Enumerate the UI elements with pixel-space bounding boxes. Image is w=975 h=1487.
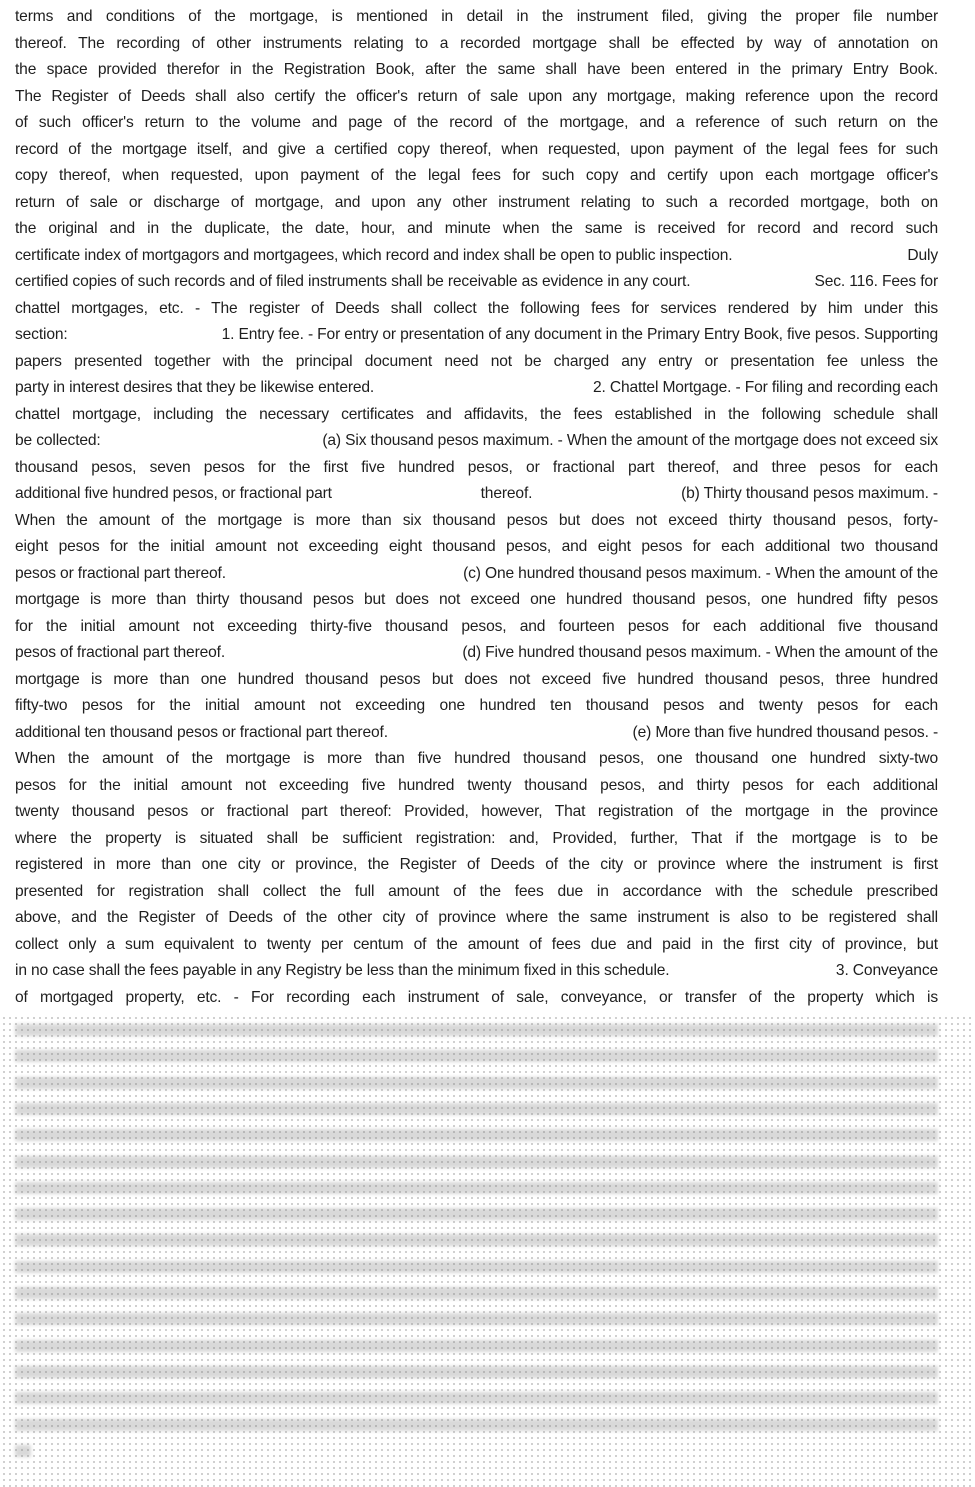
text-line [15,640,938,667]
text-line: fifty-two pesos for the initial amount not exceeding one hundred ten thousand pesos and twenty pesos for each [15,697,938,714]
obscured-text-line [15,1234,938,1246]
text-line: When the amount of the mortgage is more than six thousand pesos but does not exceed thirty thousand pesos, forty- [15,511,938,529]
text-segment: in no case shall the fees payable in any Registry be less than the minimum fixed in this schedule. [15,962,670,979]
text-line: of such officer's return to the volume and page of the record of the mortgage, and a reference of such return on the [15,114,938,131]
text-line: papers presented together with the principal document need not be charged any entry or presentation fee unless the [15,352,938,370]
text-line: thereof. The recording of other instruments relating to a recorded mortgage shall be effected by way of annotation on [15,34,938,52]
text-line [15,322,938,349]
text-line [15,243,938,270]
obscured-text-line [15,1313,938,1325]
obscured-text-line [15,1024,938,1036]
text-segment: Duly [907,246,938,264]
text-line [15,269,938,296]
text-segment: party in interest desires that they be likewise entered. [15,379,375,396]
obscured-text-line [15,1182,938,1194]
text-line: return of sale or discharge of mortgage, and upon any other instrument relating to such a recorded mortgage, both on [15,193,938,211]
obscured-text-line [15,1208,938,1220]
text-segment: pesos or fractional part thereof. [15,564,226,582]
text-segment: (b) Thirty thousand pesos maximum. - [681,485,938,502]
text-segment: section: [15,326,68,343]
text-line: collect only a sum equivalent to twenty per centum of the amount of fees due and paid in the first city of province, but [15,935,938,953]
text-line: the original and in the duplicate, the date, hour, and minute when the same is received for record and record such [15,220,938,237]
text-line: chattel mortgages, etc. - The register of Deeds shall collect the following fees for services rendered by him under this [15,299,938,317]
text-line: eight pesos for the initial amount not exceeding eight thousand pesos, and eight pesos for each additional two thousand [15,538,938,555]
obscured-text-line [15,1129,938,1141]
text-line: record of the mortgage itself, and give a certified copy thereof, when requested, upon payment of the legal fees for such [15,140,938,158]
text-line: where the property is situated shall be sufficient registration: and, Provided, further, That if the mortgage is to be [15,829,938,847]
text-line: above, and the Register of Deeds of the other city of province where the same instrument is also to be registered shall [15,909,938,926]
document-body [15,4,938,1012]
text-line [15,561,938,588]
text-line: the space provided therefor in the Registration Book, after the same shall have been entered in the primary Entry Book. [15,61,938,78]
text-segment: be collected: [15,432,101,449]
obscured-text-line [15,1366,938,1378]
text-segment: certificate index of mortgagors and mortgagees, which record and index shall be open to public inspection. [15,246,733,264]
text-line [15,720,938,747]
redacted-region [0,1014,975,1487]
obscured-text-line [15,1050,938,1062]
text-line: chattel mortgage, including the necessary certificates and affidavits, the fees established in the following schedule shall [15,405,938,423]
text-segment: 1. Entry fee. - For entry or presentation of any document in the Primary Entry Book, five pesos. Supporting [221,326,938,343]
text-segment: 2. Chattel Mortgage. - For filing and recording each [593,379,938,396]
text-line: of mortgaged property, etc. - For recording each instrument of sale, conveyance, or transfer of the property which is [15,988,938,1006]
text-line [15,428,938,455]
text-line: twenty thousand pesos or fractional part thereof: Provided, however, That registration of the mortgage in the province [15,803,938,820]
text-line: When the amount of the mortgage is more than five hundred thousand pesos, one thousand one hundred sixty-two [15,750,938,767]
text-segment: additional ten thousand pesos or fractional part thereof. [15,723,388,741]
text-line: terms and conditions of the mortgage, is mentioned in detail in the instrument filed, giving the proper file number [15,8,938,25]
text-segment: (d) Five hundred thousand pesos maximum. - When the amount of the [462,644,938,661]
text-line: The Register of Deeds shall also certify the officer's return of sale upon any mortgage, making reference upon the record [15,87,938,105]
text-line [15,481,938,508]
text-line: for the initial amount not exceeding thirty-five thousand pesos, and fourteen pesos for each additional five thousand [15,617,938,635]
text-line [15,958,938,985]
obscured-text-line [15,1156,938,1168]
obscured-text-line [15,1261,938,1273]
text-line: mortgage is more than thirty thousand pesos but does not exceed one hundred thousand pesos, one hundred fifty pesos [15,591,938,608]
text-segment: certified copies of such records and of filed instruments shall be receivable as evidence in any court. [15,273,691,290]
obscured-text-line [15,1287,938,1299]
obscured-text-line [15,1340,938,1352]
text-segment: thereof. [480,485,533,502]
obscured-text-line [15,1077,938,1089]
text-segment: (c) One hundred thousand pesos maximum. - When the amount of the [463,564,938,582]
text-line: registered in more than one city or province, the Register of Deeds of the city or province where the instrument is first [15,856,938,873]
obscured-text-line [15,1445,31,1457]
text-segment: pesos of fractional part thereof. [15,644,226,661]
text-line: mortgage is more than one hundred thousand pesos but does not exceed five hundred thousand pesos, three hundred [15,670,938,688]
obscured-text-line [15,1419,938,1431]
obscured-text-line [15,1392,938,1404]
text-segment: (a) Six thousand pesos maximum. - When the amount of the mortgage does not exceed six [322,432,938,449]
obscured-text-line [15,1103,938,1115]
text-line: pesos for the initial amount not exceeding five hundred twenty thousand pesos, and thirty pesos for each additional [15,776,938,794]
text-line: copy thereof, when requested, upon payment of the legal fees for such copy and certify upon each mortgage officer's [15,167,938,184]
text-segment: 3. Conveyance [835,962,938,979]
text-segment: Sec. 116. Fees for [814,273,938,290]
text-segment: additional five hundred pesos, or fractional part [15,485,332,502]
text-line [15,375,938,402]
text-segment: (e) More than five hundred thousand pesos. - [632,723,938,741]
text-line: thousand pesos, seven pesos for the first five hundred pesos, or fractional part thereof, and three pesos for each [15,458,938,476]
text-line: presented for registration shall collect the full amount of the fees due in accordance with the schedule prescribed [15,882,938,900]
